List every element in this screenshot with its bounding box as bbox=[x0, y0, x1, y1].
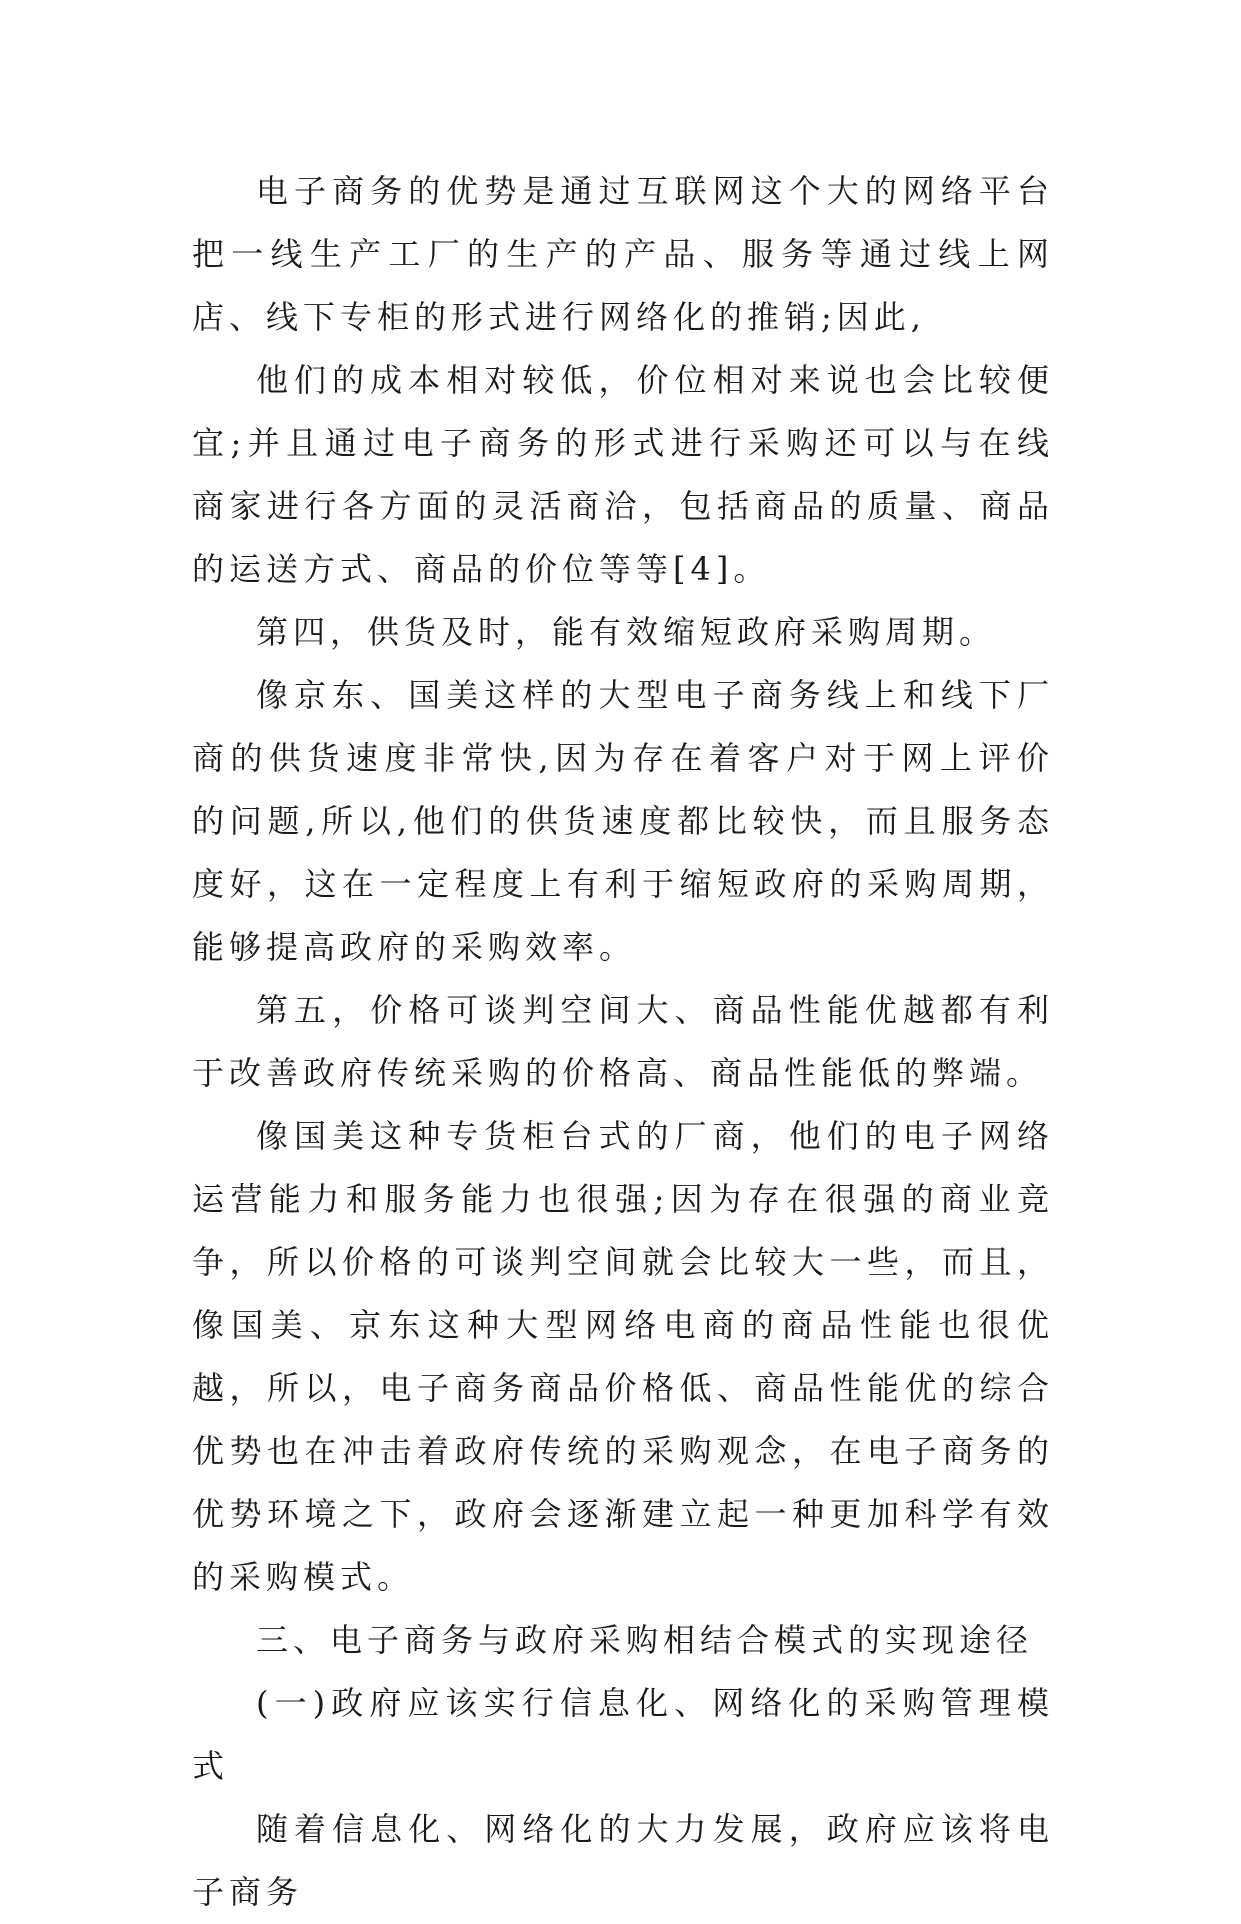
subsection-heading-one: (一)政府应该实行信息化、网络化的采购管理模式 bbox=[192, 1684, 1054, 1785]
paragraph-informatization: 随着信息化、网络化的大力发展，政府应该将电子商务 bbox=[192, 1810, 1054, 1911]
paragraph-fast-supply: 像京东、国美这样的大型电子商务线上和线下厂商的供货速度非常快,因为存在着客户对于网上评价的问题,所以,他们的供货速度都比较快，而且服务态度好，这在一定程度上有利于缩短政府的采购周期，能够提高政府的采购效率。 bbox=[192, 676, 1054, 966]
document-body bbox=[192, 160, 1054, 1924]
paragraph-low-cost: 他们的成本相对较低，价位相对来说也会比较便宜;并且通过电子商务的形式进行采购还可以与在线商家进行各方面的灵活商洽，包括商品的质量、商品的运送方式、商品的价位等等[4]。 bbox=[192, 361, 1054, 588]
paragraph-ecommerce-advantage: 电子商务的优势是通过互联网这个大的网络平台把一线生产工厂的生产的产品、服务等通过线上网店、线下专柜的形式进行网络化的推销;因此, bbox=[192, 172, 1054, 336]
paragraph-point-five: 第五，价格可谈判空间大、商品性能优越都有利于改善政府传统采购的价格高、商品性能低的弊端。 bbox=[192, 991, 1054, 1092]
paragraph-price-negotiation: 像国美这种专货柜台式的厂商，他们的电子网络运营能力和服务能力也很强;因为存在很强的商业竞争，所以价格的可谈判空间就会比较大一些，而且，像国美、京东这种大型网络电商的商品性能也很优越，所以，电子商务商品价格低、商品性能优的综合优势也在冲击着政府传统的采购观念，在电子商务的优势环境之下，政府会逐渐建立起一种更加科学有效的采购模式。 bbox=[192, 1117, 1054, 1596]
paragraph-point-four: 第四，供货及时，能有效缩短政府采购周期。 bbox=[256, 613, 997, 651]
section-heading-three: 三、电子商务与政府采购相结合模式的实现途径 bbox=[256, 1621, 1034, 1659]
